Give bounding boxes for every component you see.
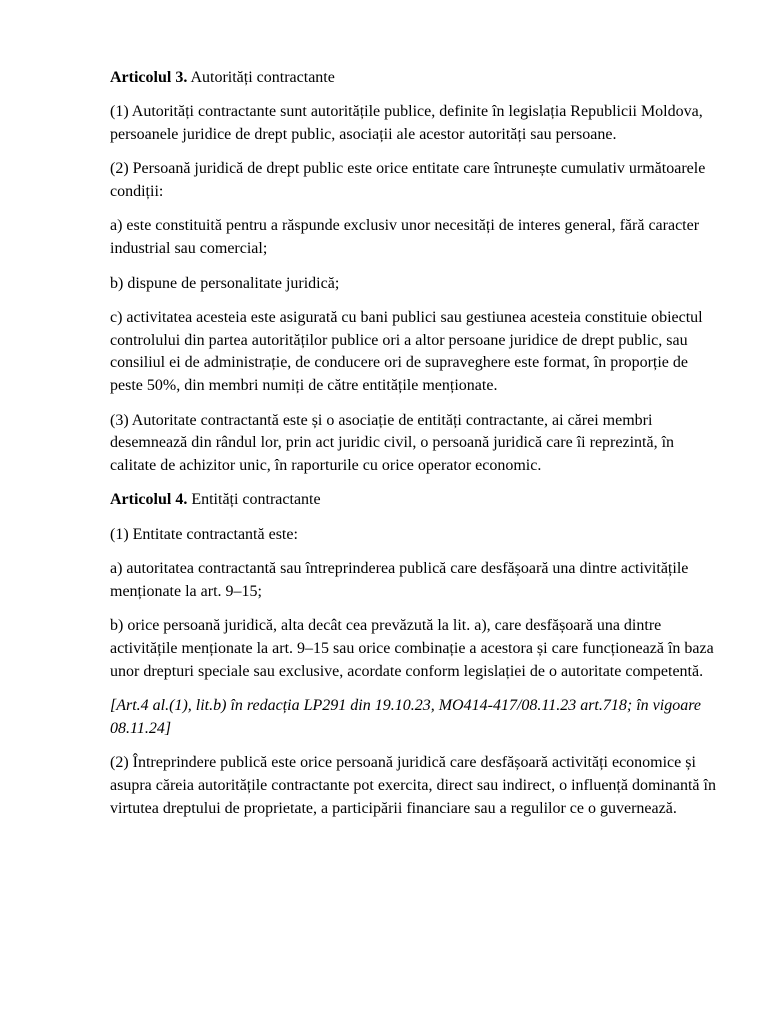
article-4-amendment-note: [Art.4 al.(1), lit.b) în redacția LP291 din 19.10.23, MO414-417/08.11.23 art.718; în vigoare 08.11.24]	[110, 697, 701, 737]
article-3-paragraph-3: (3) Autoritate contractantă este și o asociație de entități contractante, ai cărei membri desemnează din rândul lor, prin act juridic civil, o persoană juridică care îi reprezintă, în calitate de achizitor unic, în raporturile cu orice operator economic.	[110, 411, 675, 475]
article-4-label: Articolul 4.	[110, 491, 188, 509]
article-3-item-a: a) este constituită pentru a răspunde exclusiv unor necesități de interes general, fără caracter industrial sau comercial;	[110, 217, 700, 258]
article-3-item-b: b) dispune de personalitate juridică;	[110, 274, 340, 292]
article-4-title: Entități contractante	[191, 491, 321, 509]
article-3-label: Articolul 3.	[110, 69, 188, 86]
article-4-heading	[110, 489, 720, 512]
article-3-paragraph-1: (1) Autorități contractante sunt autoritățile publice, definite în legislația Republicii Moldova, persoanele juridice de drept public, asociații ale acestor autorități sau persoane.	[110, 103, 703, 144]
article-3-heading	[110, 67, 720, 90]
article-3-paragraph-2: (2) Persoană juridică de drept public este orice entitate care întrunește cumulativ următoarele condiții:	[110, 160, 706, 201]
article-4-item-b: b) orice persoană juridică, alta decât cea prevăzută la lit. a), care desfășoară una dintre activitățile menționate la art. 9–15 sau orice combinație a acestora și care funcționează în baza unor drepturi speciale sau exclusive, acordate conform legislației de o autoritate competentă.	[110, 617, 714, 680]
article-4-item-a: a) autoritatea contractantă sau întreprinderea publică care desfășoară una dintre activitățile menționate la art. 9–15;	[110, 560, 689, 600]
article-4-paragraph-1: (1) Entitate contractantă este:	[110, 525, 298, 543]
article-4-paragraph-2: (2) Întreprindere publică este orice persoană juridică care desfășoară activități economice și asupra căreia autoritățile contractante pot exercita, direct sau indirect, o influență dominantă în virtutea dreptului de proprietate, a participării financiare sau a regulilor ce o guvernează.	[110, 754, 716, 817]
article-3-title: Autorități contractante	[190, 69, 335, 86]
article-3-item-c: c) activitatea acesteia este asigurată cu bani publici sau gestiunea acesteia constituie obiectul controlului din partea autorităților publice ori a altor persoane juridice de drept public, sau consiliul ei de administrație, de conducere ori de supraveghere este format, în proporție de peste 50%, din membri numiți de către entitățile menționate.	[110, 308, 703, 395]
document-page	[110, 67, 720, 832]
